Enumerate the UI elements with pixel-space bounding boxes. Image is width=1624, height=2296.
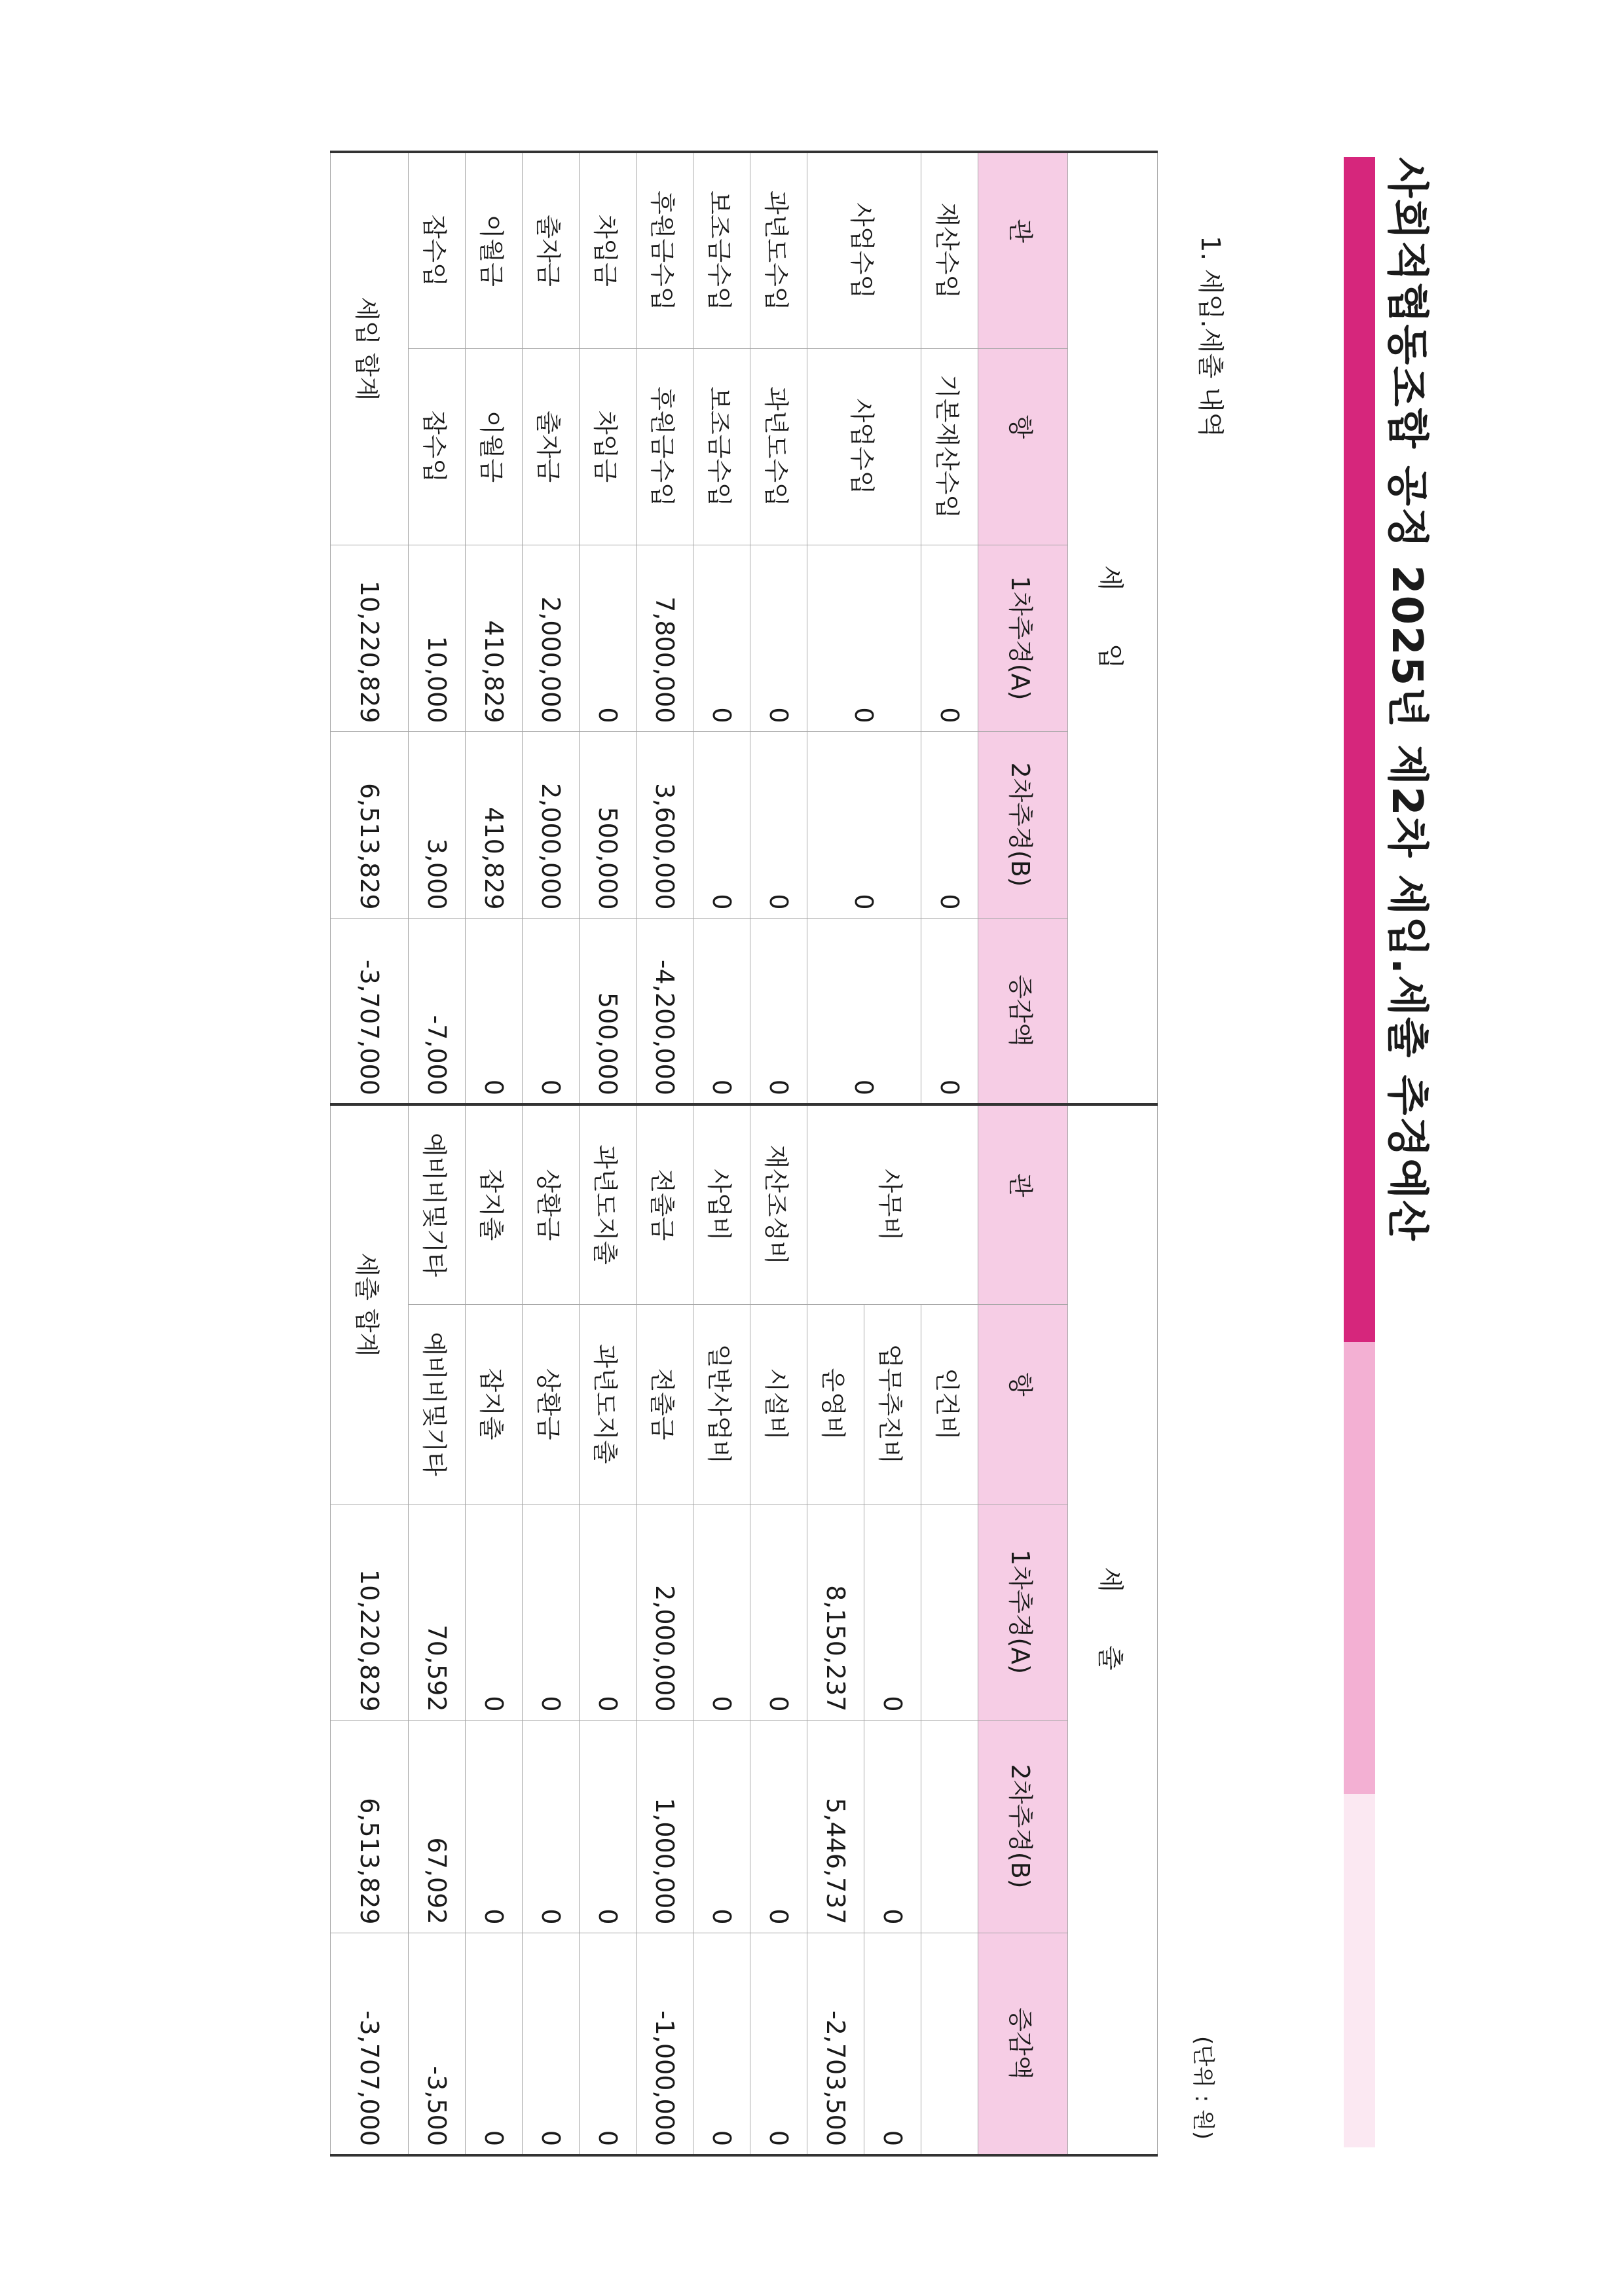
rev-hang-cell: 이월금 [466,348,523,545]
exp-first-cell: 0 [750,1504,807,1720]
rev-hang-cell: 출자금 [523,348,580,545]
exp-first-header: 1차추경(A) [978,1504,1068,1720]
exp-diff-cell: 0 [466,1933,523,2155]
exp-hang-header: 항 [978,1304,1068,1504]
rev-gwan-cell: 보조금수입 [693,152,750,348]
exp-second-cell [921,1720,978,1933]
rev-gwan-header: 관 [978,152,1068,348]
exp-diff-cell: 0 [523,1933,580,2155]
rev-diff-cell: 0 [750,918,807,1104]
rev-diff-cell: 0 [693,918,750,1104]
table-row [750,152,807,2155]
rev-diff-cell: 0 [523,918,580,1104]
exp-diff-cell: -2,703,500 [807,1933,864,2155]
rev-diff-cell: -4,200,000 [637,918,693,1104]
rev-hang-cell: 후원금수입 [637,348,693,545]
table-row [409,152,466,2155]
rev-hang-cell: 과년도수입 [750,348,807,545]
expenditure-group-header: 세 출 [1068,1104,1158,2155]
rev-gwan-cell: 이월금 [466,152,523,348]
total-row [331,152,409,2155]
rev-gwan-cell: 과년도수입 [750,152,807,348]
exp-second-cell: 0 [466,1720,523,1933]
section-title: 1. 세입.세출 내역 [1195,236,1225,438]
exp-diff-cell: 0 [864,1933,921,2155]
exp-diff-cell: -1,000,000 [637,1933,693,2155]
rev-first-header: 1차추경(A) [978,545,1068,731]
exp-second-cell: 5,446,737 [807,1720,864,1933]
rev-diff-cell: 500,000 [580,918,637,1104]
expenditure-total-label: 세출 합계 [331,1104,409,1504]
exp-first-cell [921,1504,978,1720]
exp-first-cell: 70,592 [409,1504,466,1720]
exp-hang-cell: 운영비 [807,1304,864,1504]
unit-label: (단위 : 원) [1190,2036,1216,2140]
exp-hang-cell: 시설비 [750,1304,807,1504]
rev-second-cell: 3,600,000 [637,731,693,918]
exp-diff-cell [921,1933,978,2155]
exp-gwan-cell: 상환금 [523,1104,580,1304]
exp-first-cell: 8,150,237 [807,1504,864,1720]
rev-hang-header: 항 [978,348,1068,545]
table-row [523,152,580,2155]
exp-first-cell: 2,000,000 [637,1504,693,1720]
page-title: 사회적협동조합 공정 2025년 제2차 세입.세출 추경예산 [1382,157,1431,1242]
exp-diff-cell: 0 [580,1933,637,2155]
exp-second-cell: 1,000,000 [637,1720,693,1933]
rev-gwan-cell: 재산수입 [921,152,978,348]
rev-first-cell: 0 [750,545,807,731]
expenditure-total-diff: -3,707,000 [331,1933,409,2155]
revenue-total-first: 10,220,829 [331,545,409,731]
exp-second-cell: 0 [693,1720,750,1933]
rev-diff-cell: 0 [466,918,523,1104]
rev-diff-cell: 0 [921,918,978,1104]
exp-second-cell: 0 [523,1720,580,1933]
rev-second-header: 2차추경(B) [978,731,1068,918]
exp-gwan-cell: 재산조성비 [750,1104,807,1304]
rev-first-cell: 2,000,000 [523,545,580,731]
budget-table [330,151,1158,2157]
rev-first-cell: 410,829 [466,545,523,731]
rev-hang-cell: 차입금 [580,348,637,545]
exp-gwan-cell: 과년도지출 [580,1104,637,1304]
rev-first-cell: 0 [807,545,921,731]
exp-diff-cell: 0 [693,1933,750,2155]
rev-gwan-cell: 출자금 [523,152,580,348]
exp-second-cell: 67,092 [409,1720,466,1933]
exp-hang-cell: 전출금 [637,1304,693,1504]
rev-second-cell: 0 [750,731,807,918]
rev-gwan-cell: 잡수입 [409,152,466,348]
table-row [693,152,750,2155]
exp-gwan-cell: 잡지출 [466,1104,523,1304]
rev-diff-cell: -7,000 [409,918,466,1104]
exp-hang-cell: 예비비및기타 [409,1304,466,1504]
rev-second-cell: 0 [693,731,750,918]
rev-first-cell: 7,800,000 [637,545,693,731]
revenue-total-second: 6,513,829 [331,731,409,918]
exp-first-cell: 0 [693,1504,750,1720]
rev-hang-cell: 기본재산수입 [921,348,978,545]
rev-second-cell: 500,000 [580,731,637,918]
exp-gwan-cell: 예비비및기타 [409,1104,466,1304]
rev-hang-cell: 잡수입 [409,348,466,545]
table-row [637,152,693,2155]
exp-diff-cell: -3,500 [409,1933,466,2155]
table-row [580,152,637,2155]
rev-second-cell: 2,000,000 [523,731,580,918]
exp-hang-cell: 잡지출 [466,1304,523,1504]
rev-second-cell: 0 [807,731,921,918]
rev-first-cell: 10,000 [409,545,466,731]
rev-hang-cell: 사업수입 [807,348,921,545]
exp-second-cell: 0 [750,1720,807,1933]
rev-gwan-cell: 사업수입 [807,152,921,348]
exp-hang-cell: 상환금 [523,1304,580,1504]
revenue-total-diff: -3,707,000 [331,918,409,1104]
rev-hang-cell: 보조금수입 [693,348,750,545]
table-row [466,152,523,2155]
column-header-row [978,152,1068,2155]
rev-first-cell: 0 [580,545,637,731]
revenue-total-label: 세입 합계 [331,152,409,545]
rev-first-cell: 0 [921,545,978,731]
rev-second-cell: 410,829 [466,731,523,918]
rev-first-cell: 0 [693,545,750,731]
exp-first-cell: 0 [580,1504,637,1720]
exp-first-cell: 0 [864,1504,921,1720]
table-row [921,152,978,2155]
rev-second-cell: 0 [921,731,978,918]
exp-first-cell: 0 [466,1504,523,1720]
revenue-group-header: 세 입 [1068,152,1158,1104]
accent-bar-tertiary [1344,1794,1375,2147]
accent-bar-secondary [1344,1342,1375,1794]
group-header-row [1068,152,1158,2155]
exp-hang-cell: 인건비 [921,1304,978,1504]
exp-hang-cell: 업무추진비 [864,1304,921,1504]
accent-bar-primary [1344,157,1375,1342]
exp-gwan-cell: 사업비 [693,1104,750,1304]
expenditure-total-first: 10,220,829 [331,1504,409,1720]
rev-diff-cell: 0 [807,918,921,1104]
exp-hang-cell: 일반사업비 [693,1304,750,1504]
exp-gwan-cell: 사무비 [807,1104,978,1304]
rev-second-cell: 3,000 [409,731,466,918]
rev-gwan-cell: 후원금수입 [637,152,693,348]
expenditure-total-second: 6,513,829 [331,1720,409,1933]
exp-hang-cell: 과년도지출 [580,1304,637,1504]
exp-diff-header: 증감액 [978,1933,1068,2155]
exp-diff-cell: 0 [750,1933,807,2155]
exp-second-cell: 0 [580,1720,637,1933]
exp-second-cell: 0 [864,1720,921,1933]
exp-gwan-header: 관 [978,1104,1068,1304]
rev-gwan-cell: 차입금 [580,152,637,348]
exp-first-cell: 0 [523,1504,580,1720]
exp-gwan-cell: 전출금 [637,1104,693,1304]
exp-second-header: 2차추경(B) [978,1720,1068,1933]
rev-diff-header: 증감액 [978,918,1068,1104]
